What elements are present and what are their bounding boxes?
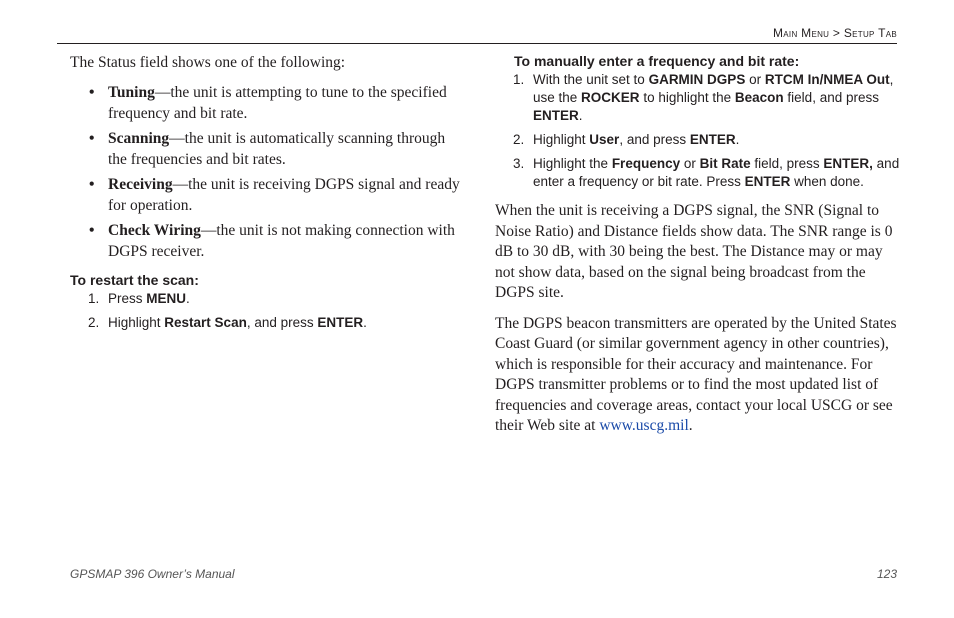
restart-steps [70,290,465,332]
key-label: ENTER [744,174,791,189]
right-column [495,53,900,437]
key-label: Bit Rate [699,156,751,171]
bullet-icon: • [89,221,95,239]
term: Scanning [108,129,170,147]
step-number: 3. [513,156,525,171]
key-label: Restart Scan [164,314,247,330]
step-text: or [745,72,765,87]
key-label: ROCKER [581,90,640,105]
key-label: RTCM In/NMEA Out [764,72,890,87]
step-text: . [186,290,190,306]
step-text: Highlight the [533,156,612,171]
step-text: and enter a frequency or bit rate. Press [533,156,900,189]
manual-title: GPSMAP 396 Owner’s Manual [70,567,235,581]
description: —the unit is receiving DGPS signal and ready for operation. [108,175,460,214]
step-text: With the unit set to [533,72,649,87]
uscg-link[interactable]: www.uscg.mil [599,417,689,434]
list-item [70,174,465,216]
step-text: , and press [246,314,318,330]
step-text: . [578,108,583,123]
term: Receiving [108,175,173,193]
step-text: when done. [790,174,864,189]
status-intro: The Status field shows one of the following: [70,54,346,71]
key-label: Frequency [611,156,681,171]
step-number: 1. [513,72,525,87]
list-item [70,82,465,124]
step-text: or [680,156,700,171]
manual-steps [495,71,900,191]
step-item [495,155,900,191]
description: —the unit is not making connection with DGPS receiver. [108,221,455,260]
step-text: field, and press [783,90,879,105]
key-label: Beacon [734,90,784,105]
term: Check Wiring [108,221,201,239]
step-text: , use the [533,72,894,105]
step-item [495,131,900,149]
bullet-icon: • [89,175,95,193]
header-rule [57,43,897,44]
uscg-paragraph [495,314,900,437]
key-label: ENTER [689,132,736,147]
snr-paragraph: When the unit is receiving a DGPS signal, the SNR (Signal to Noise Ratio) and Distance fields show data. The SNR range is 0 dB to 30 dB, with 30 being the best. The Distance may or may not show data, based on the signal being broadcast from the DGPS site. [495,202,893,301]
key-label: ENTER, [823,156,873,171]
step-number: 2. [88,314,100,330]
step-text: . [363,314,367,330]
term: Tuning [108,83,155,101]
restart-heading: To restart the scan: [70,271,199,288]
paragraph-text: . [688,417,693,434]
step-text: Highlight [108,314,165,330]
list-item [70,128,465,170]
step-text: Highlight [533,132,590,147]
key-label: ENTER [317,314,364,330]
key-label: GARMIN DGPS [648,72,746,87]
step-number: 1. [88,290,100,306]
bullet-icon: • [89,83,95,101]
step-text: to highlight the [639,90,735,105]
key-label: MENU [146,290,187,306]
step-text: . [735,132,740,147]
step-item [495,71,900,125]
paragraph-text: The DGPS beacon transmitters are operated by the United States Coast Guard (or similar government agency in other countries), which is responsible for their accuracy and maintenance. For DGPS transmitter problems or to find the most updated list of frequencies and coverage areas, contact your local USCG or see their Web site at [495,314,897,434]
description: —the unit is attempting to tune to the specified frequency and bit rate. [108,83,447,122]
description: —the unit is automatically scanning through the frequencies and bit rates. [108,129,446,168]
step-item [70,314,465,332]
key-label: ENTER [533,108,579,123]
bullet-icon: • [89,129,95,147]
step-number: 2. [513,132,525,147]
page-number: 123 [876,567,897,581]
status-list [70,82,465,262]
step-text: , and press [619,132,690,147]
left-column [70,53,465,338]
step-text: field, press [750,156,824,171]
step-text: Press [108,290,147,306]
key-label: User [589,132,620,147]
list-item [70,220,465,262]
breadcrumb: Main Menu > Setup Tab [773,26,897,40]
manual-heading: To manually enter a frequency and bit rate: [514,53,800,69]
step-item [70,290,465,308]
